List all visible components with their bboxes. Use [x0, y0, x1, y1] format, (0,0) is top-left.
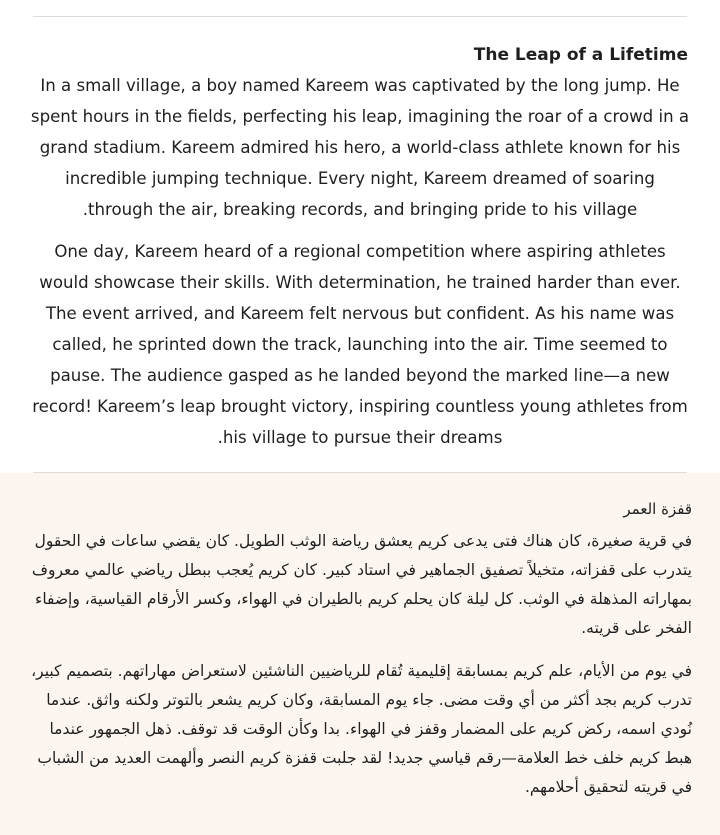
arabic-paragraph-1: في قرية صغيرة، كان هناك فتى يدعى كريم يعشق رياضة الوثب الطويل. كان يقضي ساعات في الحقول يتدرب على قفزاته، متخيلاً تصفيق الجماهير في استاد كبير. كان كريم يُعجب ببطل رياضي عالمي معروف بمهاراته المذهلة في الوثب. كل ليلة كان يحلم كريم بالطيران في الهواء، وكسر الأرقام القياسية، وإضفاء الفخر على قريته. — [31, 532, 692, 637]
arabic-story — [0, 473, 720, 835]
english-paragraph-2: One day, Kareem heard of a regional competition where aspiring athletes would showcase their skills. With determination, he trained harder than ever. The event arrived, and Kareem felt nervous but confident. As his name was called, he sprinted down the track, launching into the air. Time seemed to pause. The audience gasped as he landed beyond the marked line—a new record! Kareem’s leap brought victory, inspiring countless young athletes from his village to pursue their dreams. — [32, 242, 688, 447]
arabic-title: قفزة العمر — [623, 500, 692, 518]
top-divider — [33, 16, 687, 17]
arabic-paragraph-2: في يوم من الأيام، علم كريم بمسابقة إقليمية تُقام للرياضيين الناشئين لاستعراض مهاراتهم. بتصميم كبير، تدرب كريم بجد أكثر من أي وقت مضى. جاء يوم المسابقة، وكان كريم يشعر بالتوتر ولكنه واثق. عندما نُودي اسمه، ركض كريم على المضمار وقفز في الهواء. بدا وكأن الوقت قد توقف. ذهل الجمهور عندما هبط كريم خلف خط العلامة—رقم قياسي جديد! لقد جلبت قفزة كريم النصر وألهمت العديد من الشباب في قريته لتحقيق أحلامهم. — [31, 662, 692, 796]
english-paragraph-1: In a small village, a boy named Kareem was captivated by the long jump. He spent hours in the fields, perfecting his leap, imagining the roar of a crowd in a grand stadium. Kareem admired his hero, a world-class athlete known for his incredible jumping technique. Every night, Kareem dreamed of soaring through the air, breaking records, and bringing pride to his village. — [30, 76, 690, 219]
arabic-story-text — [24, 497, 692, 802]
english-title: The Leap of a Lifetime — [473, 45, 688, 65]
english-story — [30, 40, 690, 453]
